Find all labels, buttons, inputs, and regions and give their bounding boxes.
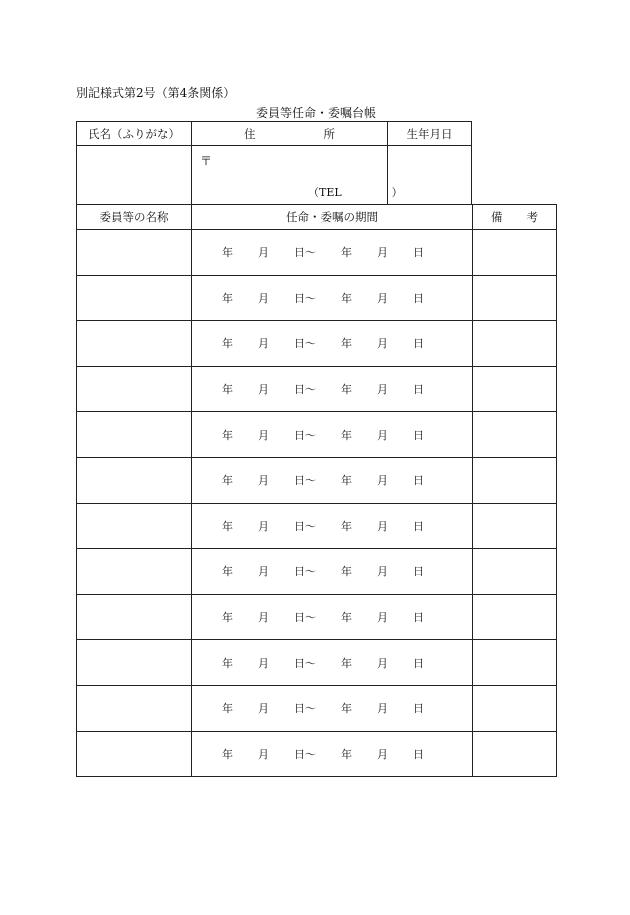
period-day-to-label: 日 [413, 428, 424, 442]
period-day-to-label: 日 [413, 474, 424, 488]
period-cell[interactable] [191, 731, 473, 778]
remarks-cell[interactable] [472, 594, 557, 641]
period-cell[interactable] [191, 229, 473, 276]
committee-name-cell[interactable] [76, 275, 192, 322]
period-cell[interactable] [191, 639, 473, 686]
period-year2-label: 年 [341, 519, 352, 533]
period-year-label: 年 [222, 337, 233, 351]
period-day-from-label: 日〜 [294, 565, 316, 579]
committee-name-cell[interactable] [76, 320, 192, 367]
period-month-label: 月 [258, 291, 269, 305]
committee-name-cell[interactable] [76, 639, 192, 686]
period-day-from-label: 日〜 [294, 519, 316, 533]
period-month2-label: 月 [377, 611, 388, 625]
period-month-label: 月 [258, 337, 269, 351]
period-day-to-label: 日 [413, 702, 424, 716]
period-day-from-label: 日〜 [294, 474, 316, 488]
committee-name-cell[interactable] [76, 685, 192, 732]
period-month-label: 月 [258, 702, 269, 716]
period-year2-label: 年 [341, 291, 352, 305]
period-year-label: 年 [222, 611, 233, 625]
form-number: 別記様式第2号（第4条関係） [76, 86, 236, 100]
period-day-from-label: 日〜 [294, 747, 316, 761]
remarks-cell[interactable] [472, 457, 557, 504]
period-month2-label: 月 [377, 565, 388, 579]
period-month-label: 月 [258, 519, 269, 533]
period-cell[interactable] [191, 411, 473, 458]
period-day-from-label: 日〜 [294, 291, 316, 305]
committee-name-cell[interactable] [76, 366, 192, 413]
period-month-label: 月 [258, 565, 269, 579]
period-day-to-label: 日 [413, 291, 424, 305]
address-header-left: 住 [244, 126, 256, 141]
remarks-cell[interactable] [472, 548, 557, 595]
remarks-cell[interactable] [472, 411, 557, 458]
remarks-header-right: 考 [526, 210, 538, 224]
period-cell[interactable] [191, 320, 473, 367]
period-year-label: 年 [222, 246, 233, 260]
period-cell[interactable] [191, 594, 473, 641]
period-header: 任命・委嘱の期間 [286, 210, 378, 224]
period-year2-label: 年 [341, 702, 352, 716]
period-year2-label: 年 [341, 656, 352, 670]
period-year2-label: 年 [341, 428, 352, 442]
form-title: 委員等任命・委嘱台帳 [255, 106, 376, 120]
remarks-header-cell [472, 204, 557, 230]
period-year-label: 年 [222, 474, 233, 488]
committee-name-cell[interactable] [76, 731, 192, 778]
period-day-to-label: 日 [413, 383, 424, 397]
period-year-label: 年 [222, 383, 233, 397]
period-year-label: 年 [222, 747, 233, 761]
period-day-from-label: 日〜 [294, 702, 316, 716]
address-header-cell [191, 121, 388, 146]
period-day-from-label: 日〜 [294, 246, 316, 260]
period-month-label: 月 [258, 474, 269, 488]
remarks-cell[interactable] [472, 320, 557, 367]
period-month-label: 月 [258, 656, 269, 670]
name-entry-cell[interactable] [76, 145, 192, 205]
remarks-cell[interactable] [472, 275, 557, 322]
remarks-cell[interactable] [472, 731, 557, 778]
period-day-to-label: 日 [413, 246, 424, 260]
period-year2-label: 年 [341, 383, 352, 397]
period-year2-label: 年 [341, 747, 352, 761]
period-year2-label: 年 [341, 565, 352, 579]
remarks-header-left: 備 [491, 210, 503, 224]
period-cell[interactable] [191, 548, 473, 595]
period-month2-label: 月 [377, 656, 388, 670]
period-day-from-label: 日〜 [294, 656, 316, 670]
period-month-label: 月 [258, 747, 269, 761]
committee-name-cell[interactable] [76, 457, 192, 504]
period-header-cell [191, 204, 473, 230]
committee-name-header: 委員等の名称 [99, 210, 169, 224]
period-cell[interactable] [191, 685, 473, 732]
postal-mark: 〒 [200, 154, 213, 168]
committee-name-cell[interactable] [76, 411, 192, 458]
period-month2-label: 月 [377, 291, 388, 305]
period-day-from-label: 日〜 [294, 611, 316, 625]
remarks-cell[interactable] [472, 639, 557, 686]
period-year-label: 年 [222, 519, 233, 533]
period-year2-label: 年 [341, 337, 352, 351]
period-month2-label: 月 [377, 337, 388, 351]
period-cell[interactable] [191, 457, 473, 504]
tel-label: （TEL ） [308, 186, 403, 199]
period-month2-label: 月 [377, 428, 388, 442]
period-month2-label: 月 [377, 383, 388, 397]
period-day-to-label: 日 [413, 565, 424, 579]
remarks-cell[interactable] [472, 503, 557, 550]
address-entry-cell[interactable] [191, 145, 403, 205]
period-year-label: 年 [222, 291, 233, 305]
committee-name-cell[interactable] [76, 229, 192, 276]
period-month2-label: 月 [377, 246, 388, 260]
period-cell[interactable] [191, 366, 473, 413]
address-header-right: 所 [323, 126, 335, 141]
committee-name-header-cell [76, 204, 192, 230]
birthdate-header: 生年月日 [406, 126, 453, 141]
period-year-label: 年 [222, 656, 233, 670]
remarks-cell[interactable] [472, 229, 557, 276]
period-cell[interactable] [191, 503, 473, 550]
period-year-label: 年 [222, 702, 233, 716]
period-year2-label: 年 [341, 611, 352, 625]
period-month2-label: 月 [377, 519, 388, 533]
period-day-from-label: 日〜 [294, 383, 316, 397]
committee-name-cell[interactable] [76, 594, 192, 641]
committee-name-cell[interactable] [76, 503, 192, 550]
period-year-label: 年 [222, 428, 233, 442]
period-day-from-label: 日〜 [294, 337, 316, 351]
period-month-label: 月 [258, 246, 269, 260]
period-day-to-label: 日 [413, 747, 424, 761]
period-day-from-label: 日〜 [294, 428, 316, 442]
name-header: 氏名（ふりがな） [88, 126, 180, 141]
period-month-label: 月 [258, 611, 269, 625]
period-year2-label: 年 [341, 474, 352, 488]
period-day-to-label: 日 [413, 656, 424, 670]
period-year-label: 年 [222, 565, 233, 579]
period-cell[interactable] [191, 275, 473, 322]
period-month2-label: 月 [377, 702, 388, 716]
remarks-cell[interactable] [472, 366, 557, 413]
name-header-cell [76, 121, 192, 146]
period-day-to-label: 日 [413, 337, 424, 351]
committee-name-cell[interactable] [76, 548, 192, 595]
birthdate-header-cell [387, 121, 472, 146]
remarks-cell[interactable] [472, 685, 557, 732]
period-month-label: 月 [258, 383, 269, 397]
period-day-to-label: 日 [413, 519, 424, 533]
birthdate-entry-cell[interactable] [387, 145, 472, 205]
period-month-label: 月 [258, 428, 269, 442]
period-day-to-label: 日 [413, 611, 424, 625]
period-month2-label: 月 [377, 474, 388, 488]
period-month2-label: 月 [377, 747, 388, 761]
period-year2-label: 年 [341, 246, 352, 260]
